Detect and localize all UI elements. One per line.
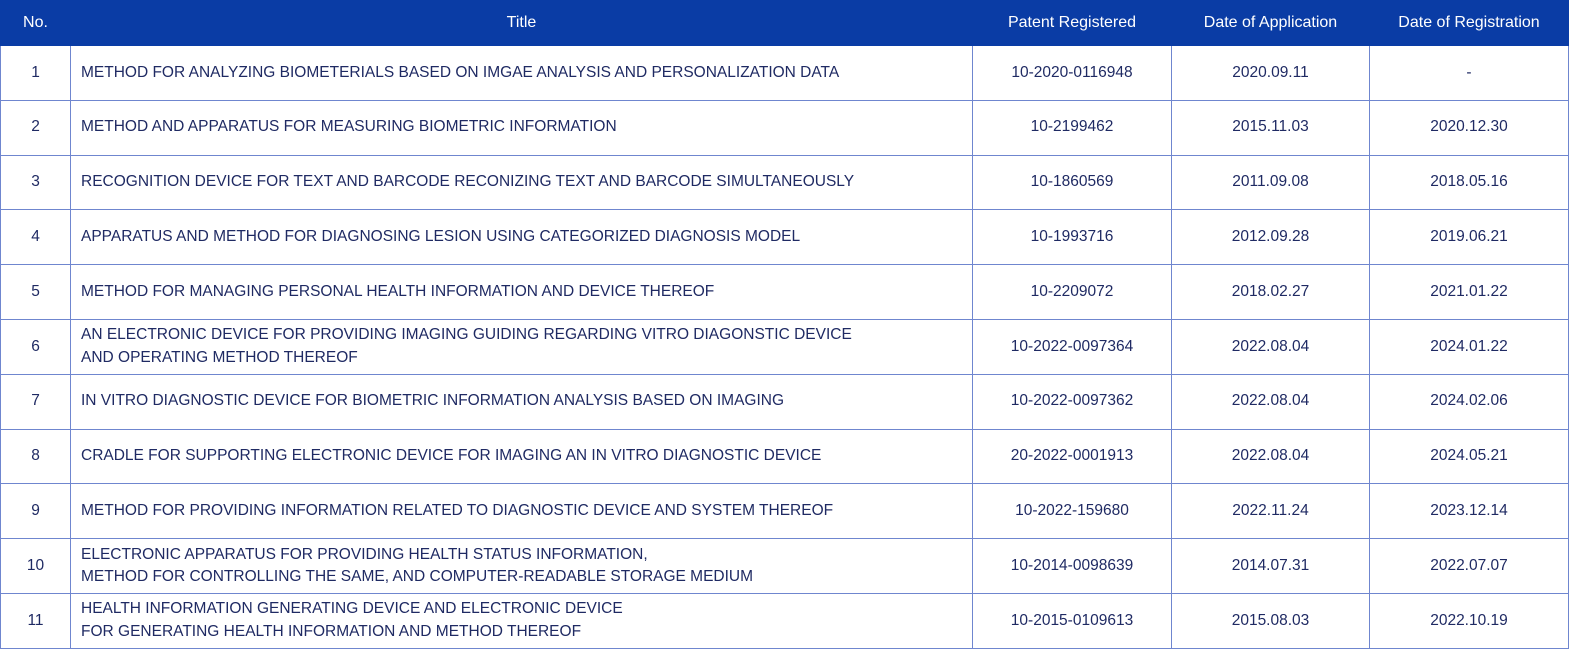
table-header bbox=[1, 1, 1569, 46]
title-line: METHOD AND APPARATUS FOR MEASURING BIOMETRIC INFORMATION bbox=[81, 118, 617, 136]
cell-date-of-registration: 2022.10.19 bbox=[1370, 593, 1569, 648]
cell-title bbox=[71, 593, 973, 648]
table-row bbox=[1, 265, 1569, 320]
header-row bbox=[1, 1, 1569, 46]
cell-no: 3 bbox=[1, 155, 71, 210]
cell-date-of-registration: 2023.12.14 bbox=[1370, 484, 1569, 539]
title-line: CRADLE FOR SUPPORTING ELECTRONIC DEVICE FOR IMAGING AN IN VITRO DIAGNOSTIC DEVICE bbox=[81, 447, 822, 465]
title-line: ELECTRONIC APPARATUS FOR PROVIDING HEALTH STATUS INFORMATION, bbox=[81, 545, 648, 563]
title-line: HEALTH INFORMATION GENERATING DEVICE AND ELECTRONIC DEVICE bbox=[81, 600, 623, 618]
cell-date-of-application: 2015.11.03 bbox=[1172, 100, 1370, 155]
cell-date-of-application: 2020.09.11 bbox=[1172, 46, 1370, 101]
cell-title bbox=[71, 319, 973, 374]
title-line: AN ELECTRONIC DEVICE FOR PROVIDING IMAGING GUIDING REGARDING VITRO DIAGONSTIC DEVICE bbox=[81, 326, 852, 344]
cell-patent-registered: 10-2014-0098639 bbox=[973, 539, 1172, 594]
cell-date-of-registration: 2022.07.07 bbox=[1370, 539, 1569, 594]
title-line: IN VITRO DIAGNOSTIC DEVICE FOR BIOMETRIC INFORMATION ANALYSIS BASED ON IMAGING bbox=[81, 392, 785, 410]
cell-no: 7 bbox=[1, 374, 71, 429]
cell-date-of-registration: 2020.12.30 bbox=[1370, 100, 1569, 155]
cell-title bbox=[71, 155, 973, 210]
cell-no: 1 bbox=[1, 46, 71, 101]
title-line: FOR GENERATING HEALTH INFORMATION AND METHOD THEREOF bbox=[81, 622, 582, 640]
title-line: AND OPERATING METHOD THEREOF bbox=[81, 348, 358, 366]
cell-date-of-registration: 2018.05.16 bbox=[1370, 155, 1569, 210]
title-line: METHOD FOR CONTROLLING THE SAME, AND COMPUTER-READABLE STORAGE MEDIUM bbox=[81, 568, 754, 586]
cell-date-of-application: 2022.08.04 bbox=[1172, 429, 1370, 484]
title-line: METHOD FOR PROVIDING INFORMATION RELATED TO DIAGNOSTIC DEVICE AND SYSTEM THEREOF bbox=[81, 502, 834, 520]
table-row bbox=[1, 100, 1569, 155]
cell-no: 2 bbox=[1, 100, 71, 155]
cell-no: 5 bbox=[1, 265, 71, 320]
table-row bbox=[1, 46, 1569, 101]
header-no: No. bbox=[1, 1, 71, 46]
cell-title bbox=[71, 429, 973, 484]
header-title: Title bbox=[71, 1, 973, 46]
cell-date-of-registration: - bbox=[1370, 46, 1569, 101]
title-line: APPARATUS AND METHOD FOR DIAGNOSING LESION USING CATEGORIZED DIAGNOSIS MODEL bbox=[81, 228, 801, 246]
cell-no: 6 bbox=[1, 319, 71, 374]
cell-date-of-registration: 2021.01.22 bbox=[1370, 265, 1569, 320]
cell-patent-registered: 10-2022-159680 bbox=[973, 484, 1172, 539]
table-row bbox=[1, 484, 1569, 539]
title-line: RECOGNITION DEVICE FOR TEXT AND BARCODE RECONIZING TEXT AND BARCODE SIMULTANEOUSLY bbox=[81, 173, 855, 191]
table-row bbox=[1, 429, 1569, 484]
cell-patent-registered: 20-2022-0001913 bbox=[973, 429, 1172, 484]
cell-patent-registered: 10-1860569 bbox=[973, 155, 1172, 210]
cell-no: 9 bbox=[1, 484, 71, 539]
cell-date-of-registration: 2024.02.06 bbox=[1370, 374, 1569, 429]
cell-date-of-registration: 2019.06.21 bbox=[1370, 210, 1569, 265]
table-row bbox=[1, 210, 1569, 265]
cell-patent-registered: 10-2020-0116948 bbox=[973, 46, 1172, 101]
cell-date-of-application: 2015.08.03 bbox=[1172, 593, 1370, 648]
cell-patent-registered: 10-2209072 bbox=[973, 265, 1172, 320]
table-row bbox=[1, 155, 1569, 210]
cell-patent-registered: 10-2022-0097364 bbox=[973, 319, 1172, 374]
table-row bbox=[1, 374, 1569, 429]
cell-date-of-application: 2022.08.04 bbox=[1172, 319, 1370, 374]
cell-date-of-application: 2022.11.24 bbox=[1172, 484, 1370, 539]
cell-title bbox=[71, 265, 973, 320]
header-date-of-registration: Date of Registration bbox=[1370, 1, 1569, 46]
title-line: METHOD FOR ANALYZING BIOMETERIALS BASED ON IMGAE ANALYSIS AND PERSONALIZATION DATA bbox=[81, 63, 840, 81]
table-row bbox=[1, 593, 1569, 648]
header-date-of-application: Date of Application bbox=[1172, 1, 1370, 46]
table-row bbox=[1, 539, 1569, 594]
cell-title bbox=[71, 539, 973, 594]
cell-patent-registered: 10-1993716 bbox=[973, 210, 1172, 265]
cell-patent-registered: 10-2022-0097362 bbox=[973, 374, 1172, 429]
cell-date-of-application: 2012.09.28 bbox=[1172, 210, 1370, 265]
table-body bbox=[1, 46, 1569, 649]
cell-no: 11 bbox=[1, 593, 71, 648]
cell-date-of-registration: 2024.01.22 bbox=[1370, 319, 1569, 374]
cell-title bbox=[71, 484, 973, 539]
cell-no: 4 bbox=[1, 210, 71, 265]
title-line: METHOD FOR MANAGING PERSONAL HEALTH INFORMATION AND DEVICE THEREOF bbox=[81, 282, 715, 300]
table-row bbox=[1, 319, 1569, 374]
cell-title bbox=[71, 100, 973, 155]
cell-date-of-application: 2022.08.04 bbox=[1172, 374, 1370, 429]
cell-title bbox=[71, 210, 973, 265]
cell-date-of-application: 2011.09.08 bbox=[1172, 155, 1370, 210]
header-patent-registered: Patent Registered bbox=[973, 1, 1172, 46]
cell-title bbox=[71, 374, 973, 429]
cell-date-of-application: 2018.02.27 bbox=[1172, 265, 1370, 320]
cell-title bbox=[71, 46, 973, 101]
cell-no: 8 bbox=[1, 429, 71, 484]
cell-date-of-application: 2014.07.31 bbox=[1172, 539, 1370, 594]
cell-no: 10 bbox=[1, 539, 71, 594]
cell-patent-registered: 10-2199462 bbox=[973, 100, 1172, 155]
cell-date-of-registration: 2024.05.21 bbox=[1370, 429, 1569, 484]
cell-patent-registered: 10-2015-0109613 bbox=[973, 593, 1172, 648]
